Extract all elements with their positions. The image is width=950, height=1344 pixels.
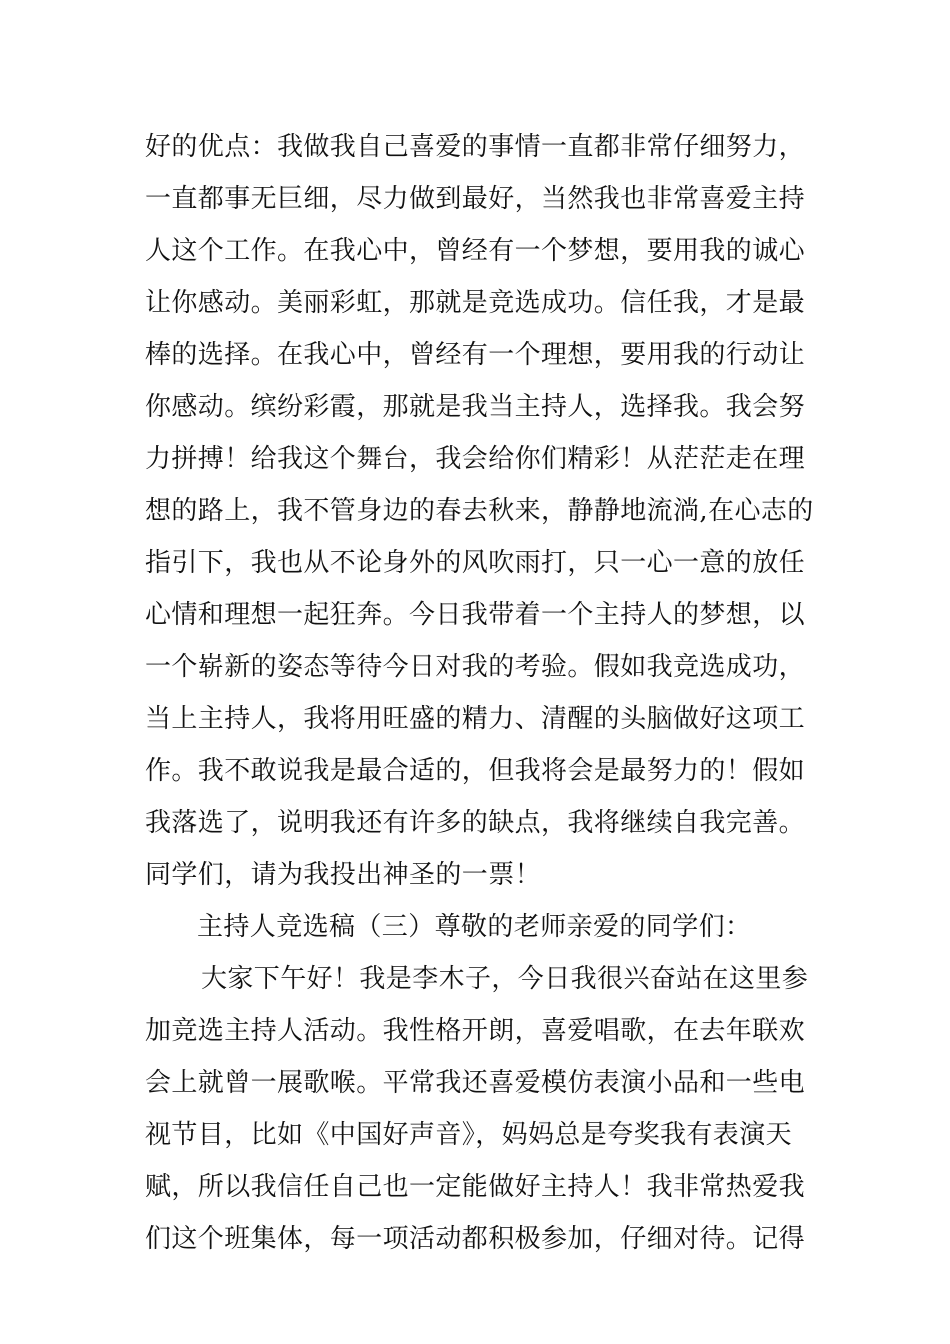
text-line: 作。我不敢说我是最合适的，但我将会是最努力的！假如: [145, 756, 806, 786]
text-line: 会上就曾一展歌喉。平常我还喜爱模仿表演小品和一些电: [145, 1068, 806, 1098]
text-line: 让你感动。美丽彩虹，那就是竞选成功。信任我，才是最: [145, 288, 806, 318]
text-line: 当上主持人，我将用旺盛的精力、清醒的头脑做好这项工: [145, 704, 806, 734]
text-line: 加竞选主持人活动。我性格开朗，喜爱唱歌，在去年联欢: [145, 1016, 806, 1046]
text-line: 心情和理想一起狂奔。今日我带着一个主持人的梦想，以: [145, 600, 806, 630]
text-line: 一个崭新的姿态等待今日对我的考验。假如我竞选成功，: [145, 652, 806, 682]
paragraph-first-line: 大家下午好！我是李木子，今日我很兴奋站在这里参: [201, 964, 809, 994]
text-line: 好的优点：我做我自己喜爱的事情一直都非常仔细努力，: [145, 132, 806, 162]
text-line: 我落选了，说明我还有许多的缺点，我将继续自我完善。: [145, 808, 806, 838]
text-line: 棒的选择。在我心中，曾经有一个理想，要用我的行动让: [145, 340, 806, 370]
text-line: 一直都事无巨细，尽力做到最好，当然我也非常喜爱主持: [145, 184, 806, 214]
text-line: 视节目，比如《中国好声音》，妈妈总是夸奖我有表演天: [145, 1120, 793, 1150]
text-line: 同学们，请为我投出神圣的一票！: [145, 860, 542, 890]
text-line: 赋，所以我信任自己也一定能做好主持人！我非常热爱我: [145, 1172, 806, 1202]
text-line: 们这个班集体，每一项活动都积极参加，仔细对待。记得: [145, 1224, 806, 1254]
text-line: 力拼搏！给我这个舞台，我会给你们精彩！从茫茫走在理: [145, 444, 806, 474]
text-line: 你感动。缤纷彩霞，那就是我当主持人，选择我。我会努: [145, 392, 806, 422]
text-line: 人这个工作。在我心中，曾经有一个梦想，要用我的诚心: [145, 236, 806, 266]
text-line: 指引下，我也从不论身外的风吹雨打，只一心一意的放任: [145, 548, 806, 578]
text-line: 想的路上，我不管身边的春去秋来，静静地流淌,在心志的: [145, 496, 814, 526]
section-heading-line: 主持人竞选稿（三）尊敬的老师亲爱的同学们：: [197, 912, 752, 942]
